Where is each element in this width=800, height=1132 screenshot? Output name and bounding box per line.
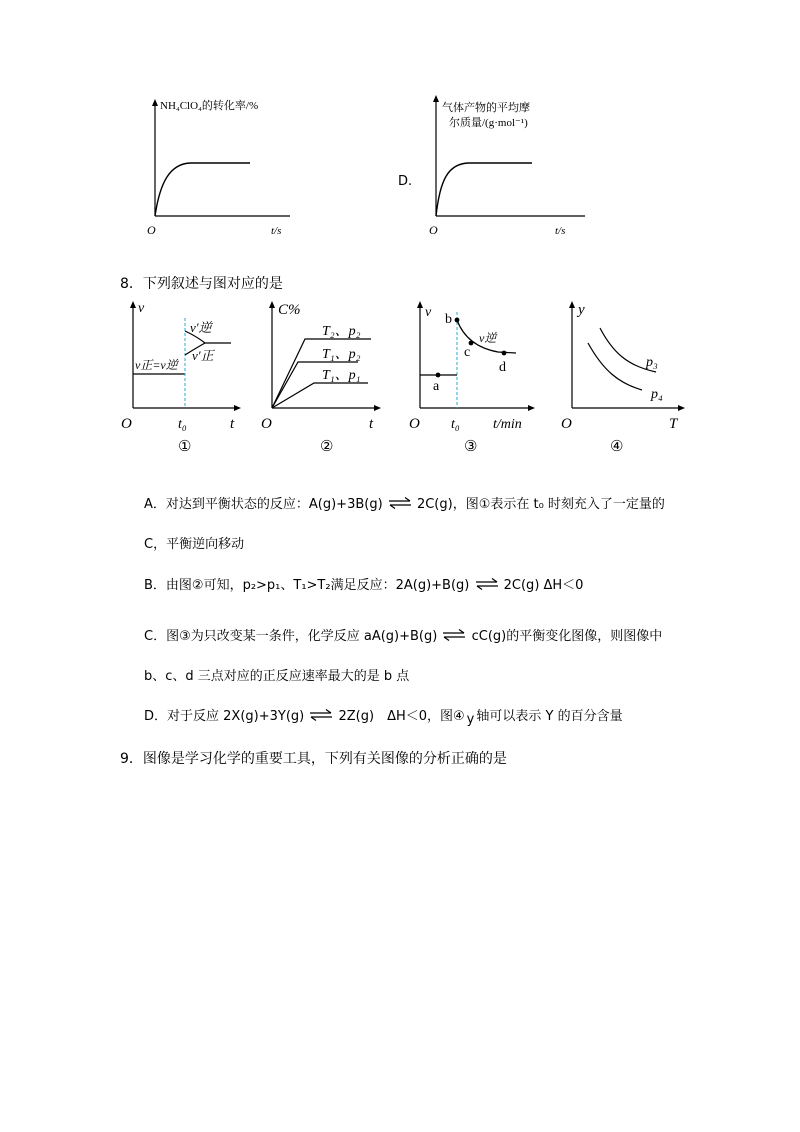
- x-axis-label: t: [230, 416, 235, 432]
- molar-mass-curve: [436, 163, 532, 216]
- option-b-text-part1: B．由图②可知，p₂>p₁、T₁>T₂满足反应：2A(g)+B(g): [144, 578, 470, 593]
- graph-2: [258, 298, 388, 458]
- option-a-line1: [144, 496, 665, 514]
- option-d-label: D.: [398, 174, 413, 189]
- y-axis-label-line2: 尔质量/(g·mol⁻¹): [449, 117, 528, 129]
- point-d-label: d: [499, 360, 506, 375]
- y-axis-label: C%: [278, 302, 301, 318]
- option-d-line: [144, 708, 623, 726]
- graph-3: [408, 298, 538, 458]
- graph-4: [558, 298, 688, 458]
- conversion-curve: [155, 163, 250, 216]
- point-d: [502, 351, 507, 356]
- graph-caption: ④: [610, 439, 624, 455]
- curve-t1-p1-label: T₁、p₁: [322, 368, 361, 383]
- option-c-line1: [144, 628, 662, 646]
- curve-t1-p1: [272, 383, 368, 408]
- graph-caption: ③: [464, 439, 478, 455]
- point-b-label: b: [445, 312, 452, 327]
- y-axis-label-line1: 气体产物的平均摩: [442, 102, 530, 114]
- option-d-text-part1: D．对于反应 2X(g)+3Y(g): [144, 709, 305, 724]
- graph-1: [118, 298, 248, 458]
- t0-label: t₀: [451, 417, 460, 432]
- question-8-stem: 8．下列叙述与图对应的是: [120, 276, 283, 292]
- point-a-label: a: [433, 379, 440, 394]
- option-c-text-part1: C．图③为只改变某一条件，化学反应 aA(g)+B(g): [144, 629, 438, 644]
- origin-label: O: [429, 223, 438, 237]
- option-c-line2: b、c、d 三点对应的正反应速率最大的是 b 点: [144, 669, 410, 684]
- x-axis-label: t/min: [493, 417, 522, 432]
- equilibrium-arrow-icon: [441, 628, 467, 642]
- origin-label: O: [121, 416, 132, 432]
- option-d-text-part3: 轴可以表示 Y 的百分含量: [476, 709, 623, 724]
- equilibrium-arrow-icon: [387, 496, 413, 510]
- t0-label: t₀: [178, 417, 187, 432]
- v-forward-label: v′正: [192, 348, 214, 363]
- question-9-stem: 9．图像是学习化学的重要工具，下列有关图像的分析正确的是: [120, 751, 507, 767]
- curve-t2-p2-label: T₂、p₂: [322, 324, 361, 339]
- v-reverse-label: v′逆: [190, 320, 212, 335]
- y-axis-label: v: [138, 301, 145, 316]
- origin-label: O: [261, 416, 272, 432]
- graph-caption: ②: [320, 439, 334, 455]
- x-axis-label: t: [369, 416, 374, 432]
- v-reverse-label: v逆: [479, 331, 497, 345]
- option-a-line2: C，平衡逆向移动: [144, 537, 245, 552]
- option-a-text-part2: 2C(g)，图①表示在 t₀ 时刻充入了一定量的: [416, 497, 665, 512]
- x-axis-label: t/s: [271, 225, 282, 237]
- y-axis-label: y: [578, 302, 585, 318]
- option-b-line: [144, 577, 583, 595]
- point-a: [436, 373, 441, 378]
- v-equal-label: v正=v逆: [135, 358, 178, 372]
- origin-label: O: [409, 416, 420, 432]
- graph-caption: ①: [178, 439, 192, 455]
- option-b-text-part2: 2C(g) ΔH＜0: [503, 578, 584, 593]
- y-axis-label: NH₄ClO₄的转化率/%: [160, 100, 259, 112]
- y-axis-label: v: [425, 305, 432, 320]
- origin-label: O: [147, 223, 156, 237]
- point-b: [455, 318, 460, 323]
- option-a-text-part1: A．对达到平衡状态的反应：A(g)+3B(g): [144, 497, 383, 512]
- graph-nh4clo4-conversion: [130, 92, 300, 242]
- curve-t1-p2-label: T₁、p₂: [322, 347, 361, 362]
- option-c-text-part2: cC(g)的平衡变化图像，则图像中: [471, 629, 663, 644]
- equilibrium-arrow-icon: [474, 577, 500, 591]
- x-axis-label: T: [669, 416, 678, 432]
- equilibrium-arrow-icon: [308, 708, 334, 722]
- curve-p4-label: p₄: [651, 387, 663, 402]
- origin-label: O: [561, 416, 572, 432]
- curve-p3-label: p₃: [646, 355, 658, 370]
- option-d-y-symbol: y: [466, 712, 475, 727]
- x-axis-label: t/s: [555, 225, 566, 237]
- option-d-text-part2: 2Z(g) ΔH＜0，图④: [338, 709, 465, 724]
- point-c-label: c: [464, 345, 471, 360]
- graph-gas-molar-mass: [420, 92, 600, 242]
